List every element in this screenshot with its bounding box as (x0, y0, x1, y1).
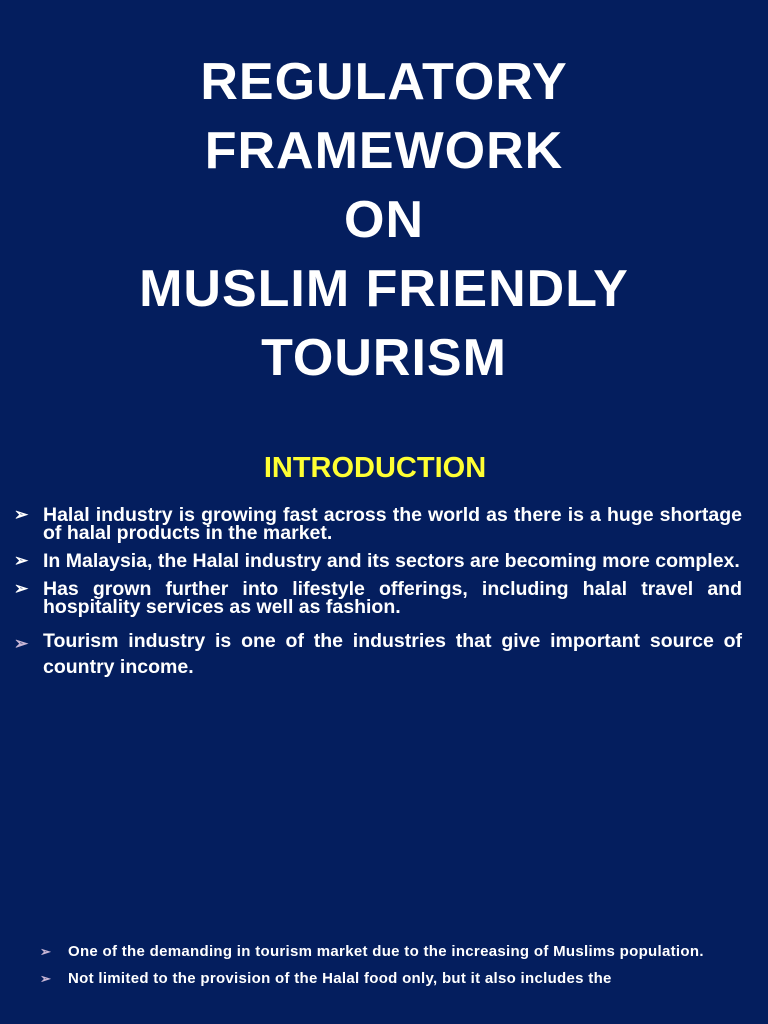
bullet-text: In Malaysia, the Halal industry and its sectors are becoming more complex. (43, 550, 740, 572)
title-line: MUSLIM FRIENDLY (139, 260, 629, 318)
arrow-bullet-icon: ➢ (40, 944, 52, 959)
arrow-bullet-icon: ➢ (40, 971, 52, 986)
arrow-bullet-icon: ➢ (14, 505, 29, 524)
bullet-text: Has grown further into lifestyle offerings, including halal travel and hospitality services as well as fashion. (43, 578, 742, 618)
list-item (14, 506, 742, 542)
bullet-text: One of the demanding in tourism market due to the increasing of Muslims population. (68, 943, 704, 960)
title-line: TOURISM (261, 329, 507, 387)
list-item (40, 942, 742, 962)
list-item (14, 552, 742, 570)
list-item (14, 580, 742, 616)
arrow-bullet-icon: ➢ (14, 551, 29, 570)
introduction-heading: INTRODUCTION (263, 452, 487, 484)
introduction-bullet-list (14, 506, 742, 680)
lower-bullet-list (40, 942, 742, 989)
bullet-text: Tourism industry is one of the industries that give important source of country income. (43, 630, 742, 678)
arrow-bullet-icon: ➢ (14, 634, 29, 653)
bullet-text: Not limited to the provision of the Halal food only, but it also includes the (68, 970, 612, 987)
title-line: REGULATORY (200, 53, 568, 111)
title-line: ON (344, 191, 424, 249)
slide-title (0, 48, 768, 393)
list-item (14, 628, 742, 680)
list-item (40, 969, 742, 989)
arrow-bullet-icon: ➢ (14, 579, 29, 598)
bullet-text: Halal industry is growing fast across the world as there is a huge shortage of halal products in the market. (43, 504, 742, 544)
title-line: FRAMEWORK (204, 122, 564, 180)
